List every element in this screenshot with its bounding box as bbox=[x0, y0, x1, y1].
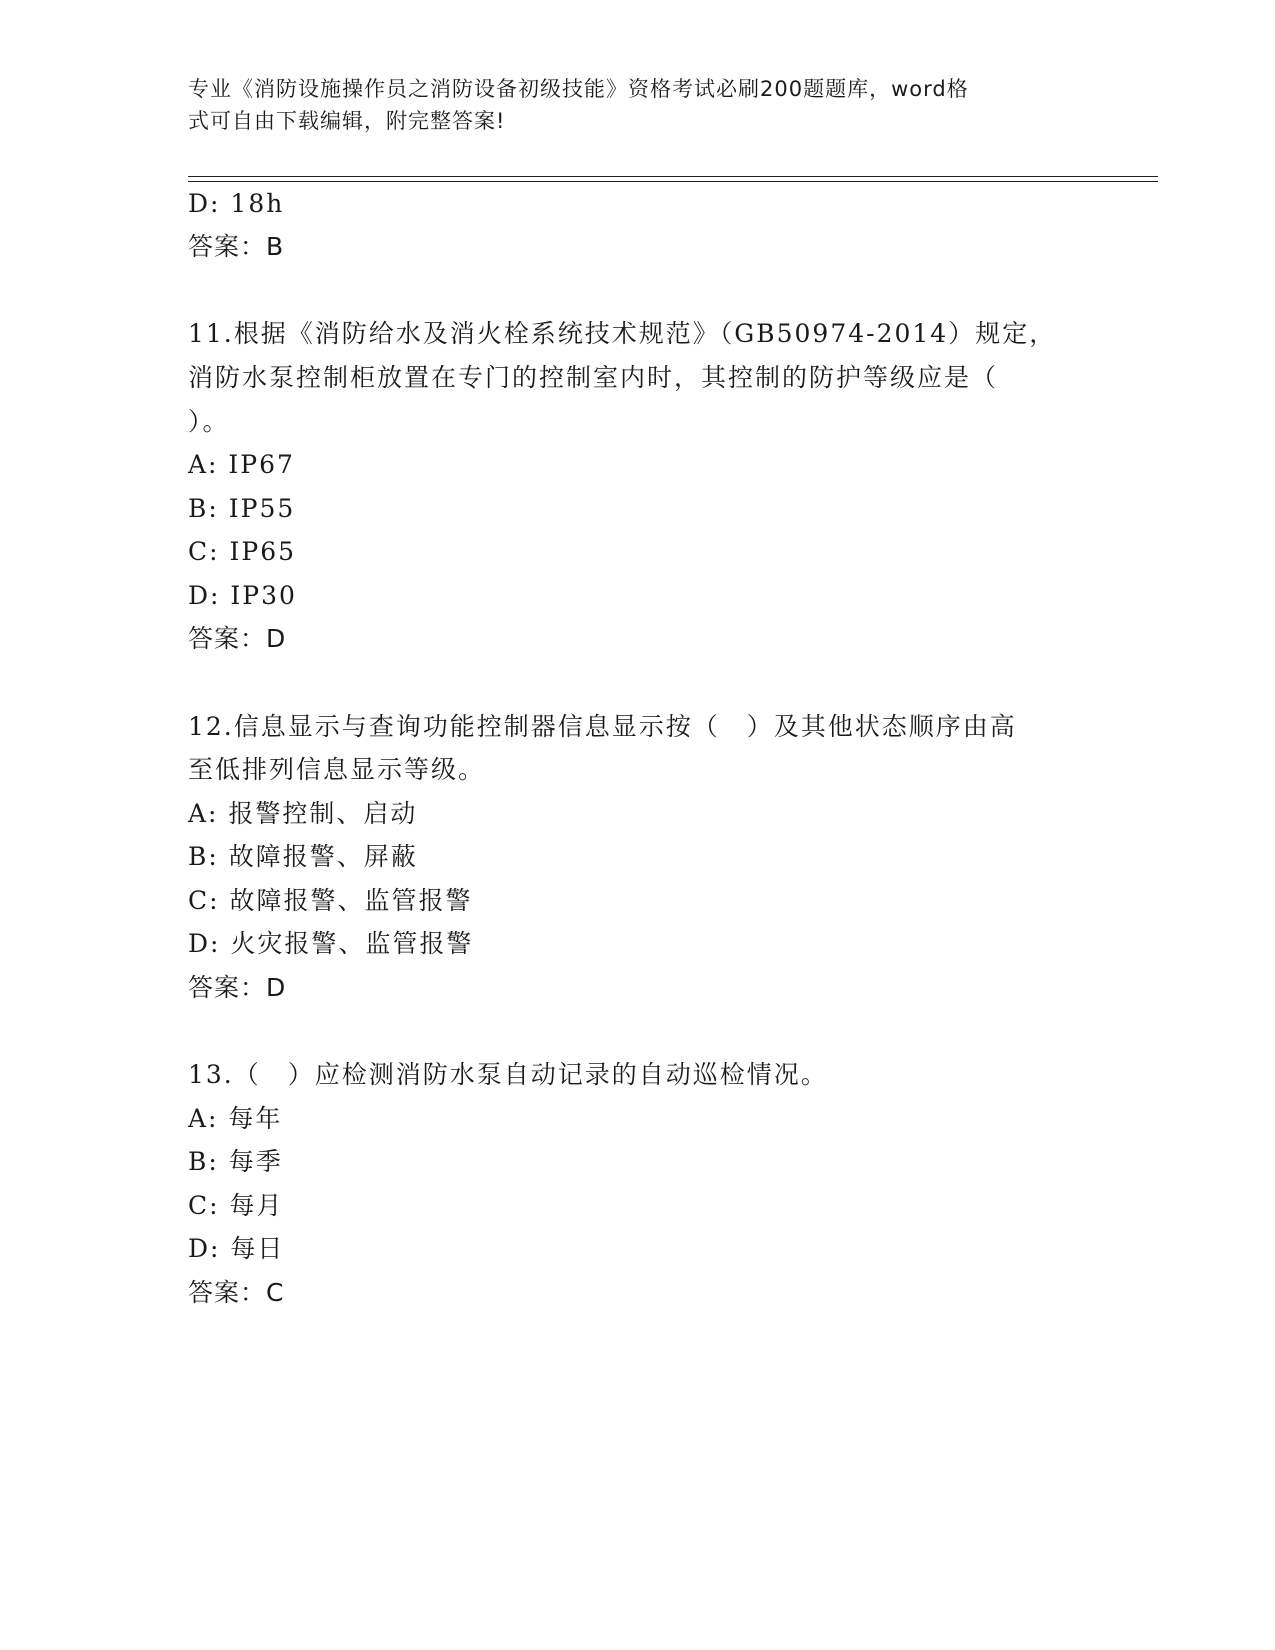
q11-answer: 答案：D bbox=[188, 624, 287, 653]
header-line-2: 式可自由下载编辑，附完整答案! bbox=[188, 109, 506, 133]
q13-option-d: D: 每日 bbox=[188, 1234, 285, 1263]
q13-option-a: A: 每年 bbox=[188, 1104, 283, 1133]
q13-option-b: B: 每季 bbox=[188, 1147, 283, 1176]
header-divider-bottom bbox=[188, 181, 1158, 182]
q11-text-line-2: 消防水泵控制柜放置在专门的控制室内时，其控制的防护等级应是（ bbox=[188, 363, 999, 392]
header-divider-top bbox=[188, 176, 1158, 177]
q11-text-line-3: ）。 bbox=[188, 407, 230, 436]
q12-option-c: C: 故障报警、监管报警 bbox=[188, 886, 473, 915]
q12-answer: 答案：D bbox=[188, 973, 287, 1002]
q11-text-line-1: 11.根据《消防给水及消火栓系统技术规范》（GB50974-2014）规定， bbox=[188, 319, 1057, 348]
q11-option-a: A: IP67 bbox=[188, 450, 295, 479]
q13-option-c: C: 每月 bbox=[188, 1191, 284, 1220]
header-line-1: 专业《消防设施操作员之消防设备初级技能》资格考试必刷200题题库，word格 bbox=[188, 77, 969, 101]
prev-answer: 答案：B bbox=[188, 232, 285, 261]
q11-option-d: D: IP30 bbox=[188, 581, 297, 610]
q12-text-line-1: 12.信息显示与查询功能控制器信息显示按（ ）及其他状态顺序由高 bbox=[188, 712, 1017, 741]
q12-text-line-2: 至低排列信息显示等级。 bbox=[188, 755, 486, 784]
q11-option-c: C: IP65 bbox=[188, 537, 297, 566]
q12-option-a: A: 报警控制、启动 bbox=[188, 799, 418, 828]
q12-option-d: D: 火灾报警、监管报警 bbox=[188, 929, 474, 958]
prev-option-d: D: 18h bbox=[188, 189, 285, 218]
q11-option-b: B: IP55 bbox=[188, 494, 296, 523]
document-header bbox=[188, 73, 1068, 137]
q13-text-line-1: 13.（ ）应检测消防水泵自动记录的自动巡检情况。 bbox=[188, 1060, 828, 1089]
q13-answer: 答案：C bbox=[188, 1278, 285, 1307]
q12-option-b: B: 故障报警、屏蔽 bbox=[188, 842, 418, 871]
